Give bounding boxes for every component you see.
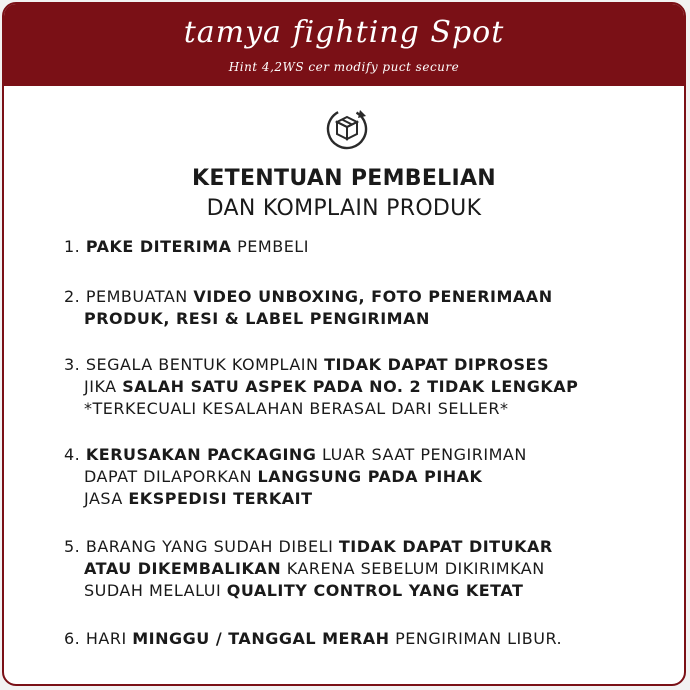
title-line-1: KETENTUAN PEMBELIAN (192, 166, 496, 191)
page-title (4, 164, 684, 224)
rule-text: 3. SEGALA BENTUK KOMPLAIN (64, 355, 325, 374)
rule-text: LUAR SAAT PENGIRIMAN (316, 445, 527, 464)
rule-text: JIKA (84, 377, 123, 396)
title-line-2: DAN KOMPLAIN PRODUK (206, 196, 482, 221)
rule-text: PENGIRIMAN LIBUR. (389, 629, 563, 648)
rule-text: 2. PEMBUATAN (64, 287, 194, 306)
rule-text: 1. (64, 237, 86, 256)
rule-line (64, 236, 664, 258)
rule-emphasis: PAKE DITERIMA (85, 237, 232, 256)
rule-emphasis: TIDAK DAPAT DIPROSES (324, 355, 549, 374)
shop-tagline: Hint 4,2WS cer modify puct secure (228, 60, 460, 74)
rule-line (64, 628, 664, 650)
rule-line (64, 466, 664, 488)
rule-item (64, 628, 664, 650)
rule-emphasis: PRODUK, RESI & LABEL PENGIRIMAN (84, 309, 430, 328)
rule-emphasis: SALAH SATU ASPEK PADA NO. 2 TIDAK LENGKAP (122, 377, 579, 396)
rule-line (64, 444, 664, 466)
info-card (2, 2, 686, 686)
rule-emphasis: TIDAK DAPAT DITUKAR (338, 537, 553, 556)
rule-line (64, 376, 664, 398)
rule-emphasis: MINGGU / TANGGAL MERAH (132, 629, 390, 648)
rule-line (64, 488, 664, 510)
rule-emphasis: EKSPEDISI TERKAIT (128, 489, 313, 508)
rule-line (64, 308, 664, 330)
rule-text: DAPAT DILAPORKAN (84, 467, 258, 486)
rule-text: 4. (64, 445, 86, 464)
rule-text: PEMBELI (231, 237, 309, 256)
rule-text: *TERKECUALI KESALAHAN BERASAL DARI SELLER* (84, 399, 509, 418)
shop-name: tamya fighting Spot (183, 15, 505, 50)
rule-item (64, 444, 664, 510)
rule-line (64, 354, 664, 376)
rule-text: 6. HARI (64, 629, 133, 648)
rule-line (64, 580, 664, 602)
rule-line (64, 558, 664, 580)
rule-line (64, 536, 664, 558)
rule-text: KARENA SEBELUM DIKIRIMKAN (281, 559, 545, 578)
rule-emphasis: LANGSUNG PADA PIHAK (257, 467, 483, 486)
rule-text: 5. BARANG YANG SUDAH DIBELI (64, 537, 339, 556)
rule-text: JASA (84, 489, 129, 508)
rule-line (64, 286, 664, 308)
rule-emphasis: ATAU DIKEMBALIKAN (84, 559, 282, 578)
header-banner (4, 4, 684, 86)
rule-emphasis: VIDEO UNBOXING, FOTO PENERIMAAN (193, 287, 553, 306)
rule-item (64, 286, 664, 330)
rule-emphasis: KERUSAKAN PACKAGING (85, 445, 317, 464)
rule-item (64, 236, 664, 258)
box-refresh-icon (322, 104, 372, 154)
rule-item (64, 536, 664, 602)
rule-item (64, 354, 664, 420)
rule-text: SUDAH MELALUI (84, 581, 227, 600)
rule-line (64, 398, 664, 420)
rule-emphasis: QUALITY CONTROL YANG KETAT (226, 581, 524, 600)
